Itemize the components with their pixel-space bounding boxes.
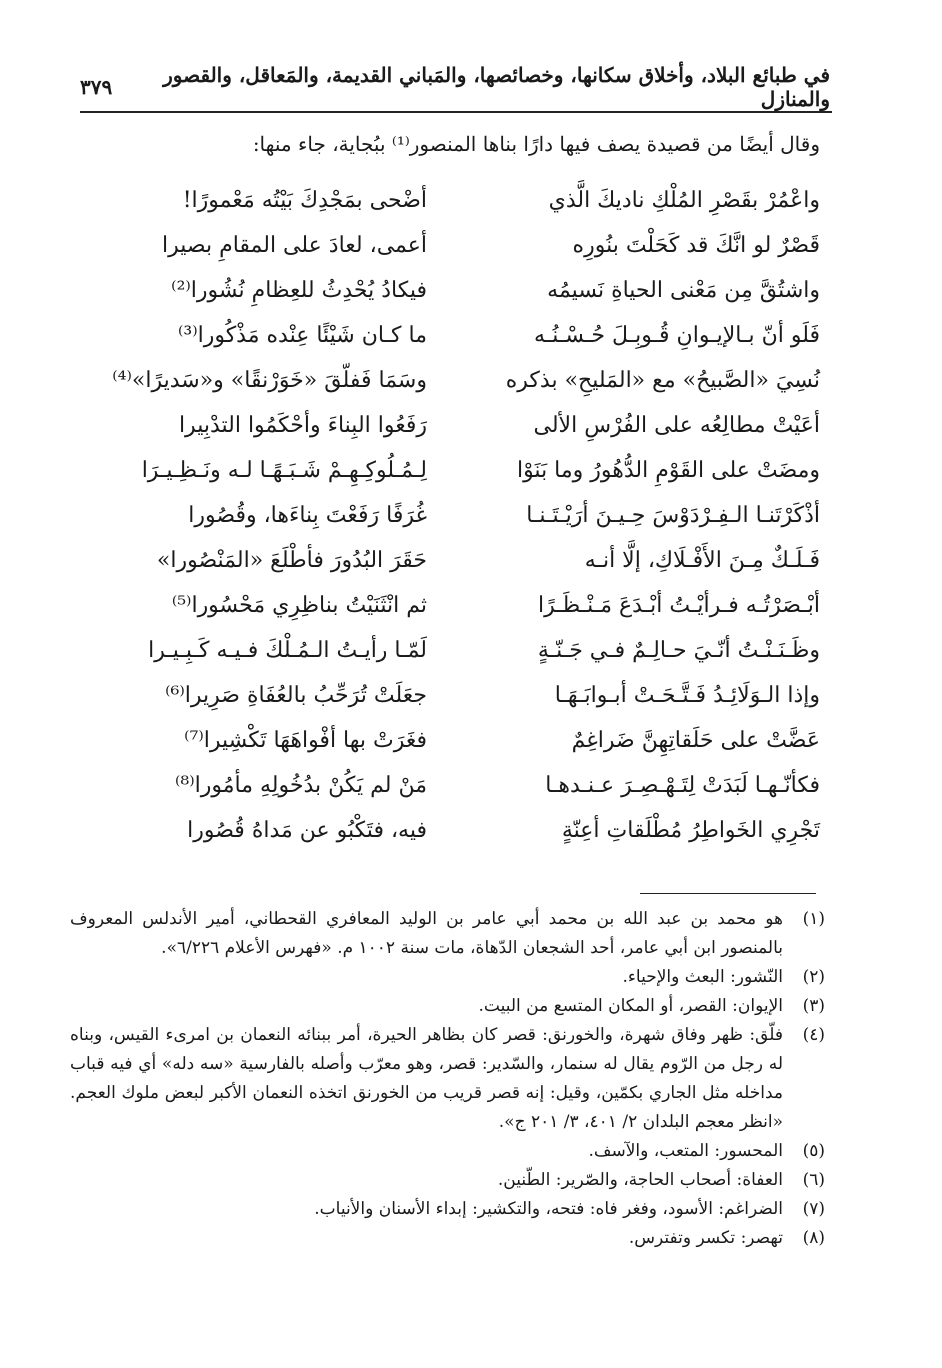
verse [0,673,942,718]
footnote-text: فلّق: ظهر وفاق شهرة، والخورنق: قصر كان بظاهر الحيرة، أمر ببنائه النعمان بن امرىء القيس، وبناه له رجل من الرّوم يقال له سنمار، والسّدير: قصر، وهو معرّب وأصله بالفارسية «سه دله» أي فيه قباب مداخله مثل الجاري بكمّين، وقيل: إنه قصر قريب من الخورنق اتخذه النعمان الأكبر لبعض ملوك العجم. «انظر معجم البلدان ٢/ ٤٠١، ٣/ ٢٠١ ج». [70,1025,783,1132]
footnote-number: (٦) [802,1170,825,1190]
footnote [70,1137,825,1166]
verse-second-hemistich: مَنْ لم يَكُنْ بدُخُولِهِ مأمُورا⁽⁸⁾ [174,773,427,798]
footnote-text: المحسور: المتعب، والآسف. [588,1141,783,1161]
header-title: في طبائع البلاد، وأخلاق سكانها، وخصائصها، والمَباني القديمة، والمَعاقل، والقصور والمنازل [163,63,830,111]
footnote-text: الإيوان: القصر، أو المكان المتسع من البيت. [478,996,783,1016]
verse-second-hemistich: ما كـان شَيْئًا عِنْده مَذْكُورا⁽³⁾ [177,323,427,348]
footnote-text: العفاة: أصحاب الحاجة، والصّرير: الطّنين. [497,1170,783,1190]
verse-second-hemistich: رَفَعُوا البِناءَ وأحْكَمُوا التدْبِيرا [178,413,427,438]
footnote-number: (٢) [802,967,825,987]
running-header [80,62,830,112]
verse-first-hemistich: عَضَّتْ على حَلَقاتِهِنَّ ضَراغِمٌ [571,728,820,753]
footnote-number: (١) [802,909,825,929]
verse-second-hemistich: جعَلَتْ تُرَحِّبُ بالعُفَاةِ صَرِيرا⁽⁶⁾ [165,683,427,708]
verse-second-hemistich: لِـمُـلُوكِـهِـمْ شَـبَـهًـا لـه ونَـظِـيـرَا [141,458,427,483]
verse-first-hemistich: أعَيْتْ مطالِعُه على الفُرْسِ الألى [533,413,820,438]
verse-second-hemistich: أعمى، لعادَ على المقامِ بصيرا [161,233,427,258]
verse [0,403,942,448]
verse-first-hemistich: تَجْرِي الخَواطِرُ مُطْلَقاتِ أعِنّةٍ [561,818,820,843]
verse-second-hemistich: فيكادُ يُحْدِثُ للعِظامِ نُشُورا⁽²⁾ [171,278,427,303]
verse [0,628,942,673]
footnote [70,1021,825,1137]
verse [0,493,942,538]
verse-second-hemistich: ثم انْثَنَيْتُ بناظِرِي مَحْسُورا⁽⁵⁾ [171,593,427,618]
verse [0,718,942,763]
footnote-number: (٤) [802,1025,825,1045]
footnote-number: (٣) [802,996,825,1016]
footnote-text: هو محمد بن عبد الله بن محمد أبي عامر بن الوليد المعافري القحطاني، أمير الأندلس المعروف بالمنصور ابن أبي عامر، أحد الشجعان الدّهاة، مات سنة ١٠٠٢ م. «فهرس الأعلام ٦/٢٢٦». [70,909,783,958]
verse-second-hemistich: فيه، فتَكْبُو عن مَداهُ قُصُورا [187,818,427,843]
footnote-number: (٥) [802,1141,825,1161]
footnote [70,1166,825,1195]
verse-second-hemistich: فغَرَتْ بها أفْواهَهَا تَكْشِيرا⁽⁷⁾ [184,728,427,753]
verse [0,763,942,808]
footnote-number: (٨) [802,1228,825,1248]
verse-first-hemistich: واشتُقَّ مِن مَعْنى الحياةِ نَسيمُه [547,278,820,303]
verse [0,223,942,268]
verse-second-hemistich: لَمّـا رأيـتُ الـمُـلْكَ فـيـه كَـبِـيـرا [148,638,427,663]
header-rule [80,111,832,113]
footnote [70,1195,825,1224]
verse-second-hemistich: وسَمَا فَفلّقَ «خَوَرْنقًا» و«سَديرًا»⁽⁴⁾ [112,368,427,393]
footnote [70,963,825,992]
footnote-number: (٧) [802,1199,825,1219]
verse [0,808,942,853]
verse-first-hemistich: أذْكَرْتَنـا الـفِـرْدَوْسَ حِـيـنَ أرَيْـتَـنـا [526,503,820,528]
verse-first-hemistich: قَصْرٌ لو انَّكَ قد كَحَلْتَ بنُورِه [572,233,820,258]
verse-first-hemistich: فكأنّـهـا لَبَدَتْ لِتَـهْـصِـرَ عـنـدهـا [545,773,820,798]
verse [0,268,942,313]
footnote-text: تهصر: تكسر وتفترس. [628,1228,783,1248]
footnote-text: النّشور: البعث والإحياء. [622,967,783,987]
footnotes [70,905,825,1253]
verse-first-hemistich: ومضَتْ على القَوْمِ الدُّهُورُ وما بَنَوْا [516,458,820,483]
verse-first-hemistich: واعْمُرْ بقَصْرِ المُلْكِ ناديكَ الَّذي [548,188,820,213]
verse-second-hemistich: أضْحى بمَجْدِكَ بَيْتُه مَعْمورًا! [182,188,427,213]
verse [0,538,942,583]
footnote-rule [640,893,816,894]
verse [0,313,942,358]
page-number: ٣٧٩ [80,75,113,99]
verse [0,178,942,223]
footnote [70,992,825,1021]
verse-first-hemistich: وإذا الـوَلَائِـدُ فَـتَّـحَـتْ أبـوابَـهَـا [554,683,820,708]
verse-first-hemistich: أبْـصَرْتُـه فـرأيْـتُ أبْـدَعَ مَـنْـظَـرًا [537,593,820,618]
verse-first-hemistich: فَلَو أنّ بـالإيـوانِ قُـوبِـلَ حُـسْـنُـه [534,323,820,348]
verse [0,448,942,493]
verse-first-hemistich: فَـلَـكٌ مِـنَ الأَفْـلَاكِ، إلَّا أنـه [584,548,820,573]
footnote [70,905,825,963]
verse [0,358,942,403]
footnote [70,1224,825,1253]
verse [0,583,942,628]
verse-first-hemistich: نُسِيَ «الصَّبيحُ» مع «المَليحِ» بذكره [505,368,820,393]
intro-line: وقال أيضًا من قصيدة يصف فيها دارًا بناها المنصور⁽¹⁾ ببُجاية، جاء منها: [252,132,820,156]
poem [0,178,942,858]
footnote-text: الضراغم: الأسود، وفغر فاه: فتحه، والتكشير: إبداء الأسنان والأنياب. [314,1199,783,1219]
verse-first-hemistich: وظَـنَـنْـتُ أنّـيَ حـالِـمٌ فـي جَـنّـةٍ [537,638,820,663]
verse-second-hemistich: غُرَفًا رَفَعْتَ بِناءَها، وقُصُورا [188,503,427,528]
verse-second-hemistich: حَقَرَ البُدُورَ فأطْلَعَ «المَنْصُورا» [156,548,427,573]
